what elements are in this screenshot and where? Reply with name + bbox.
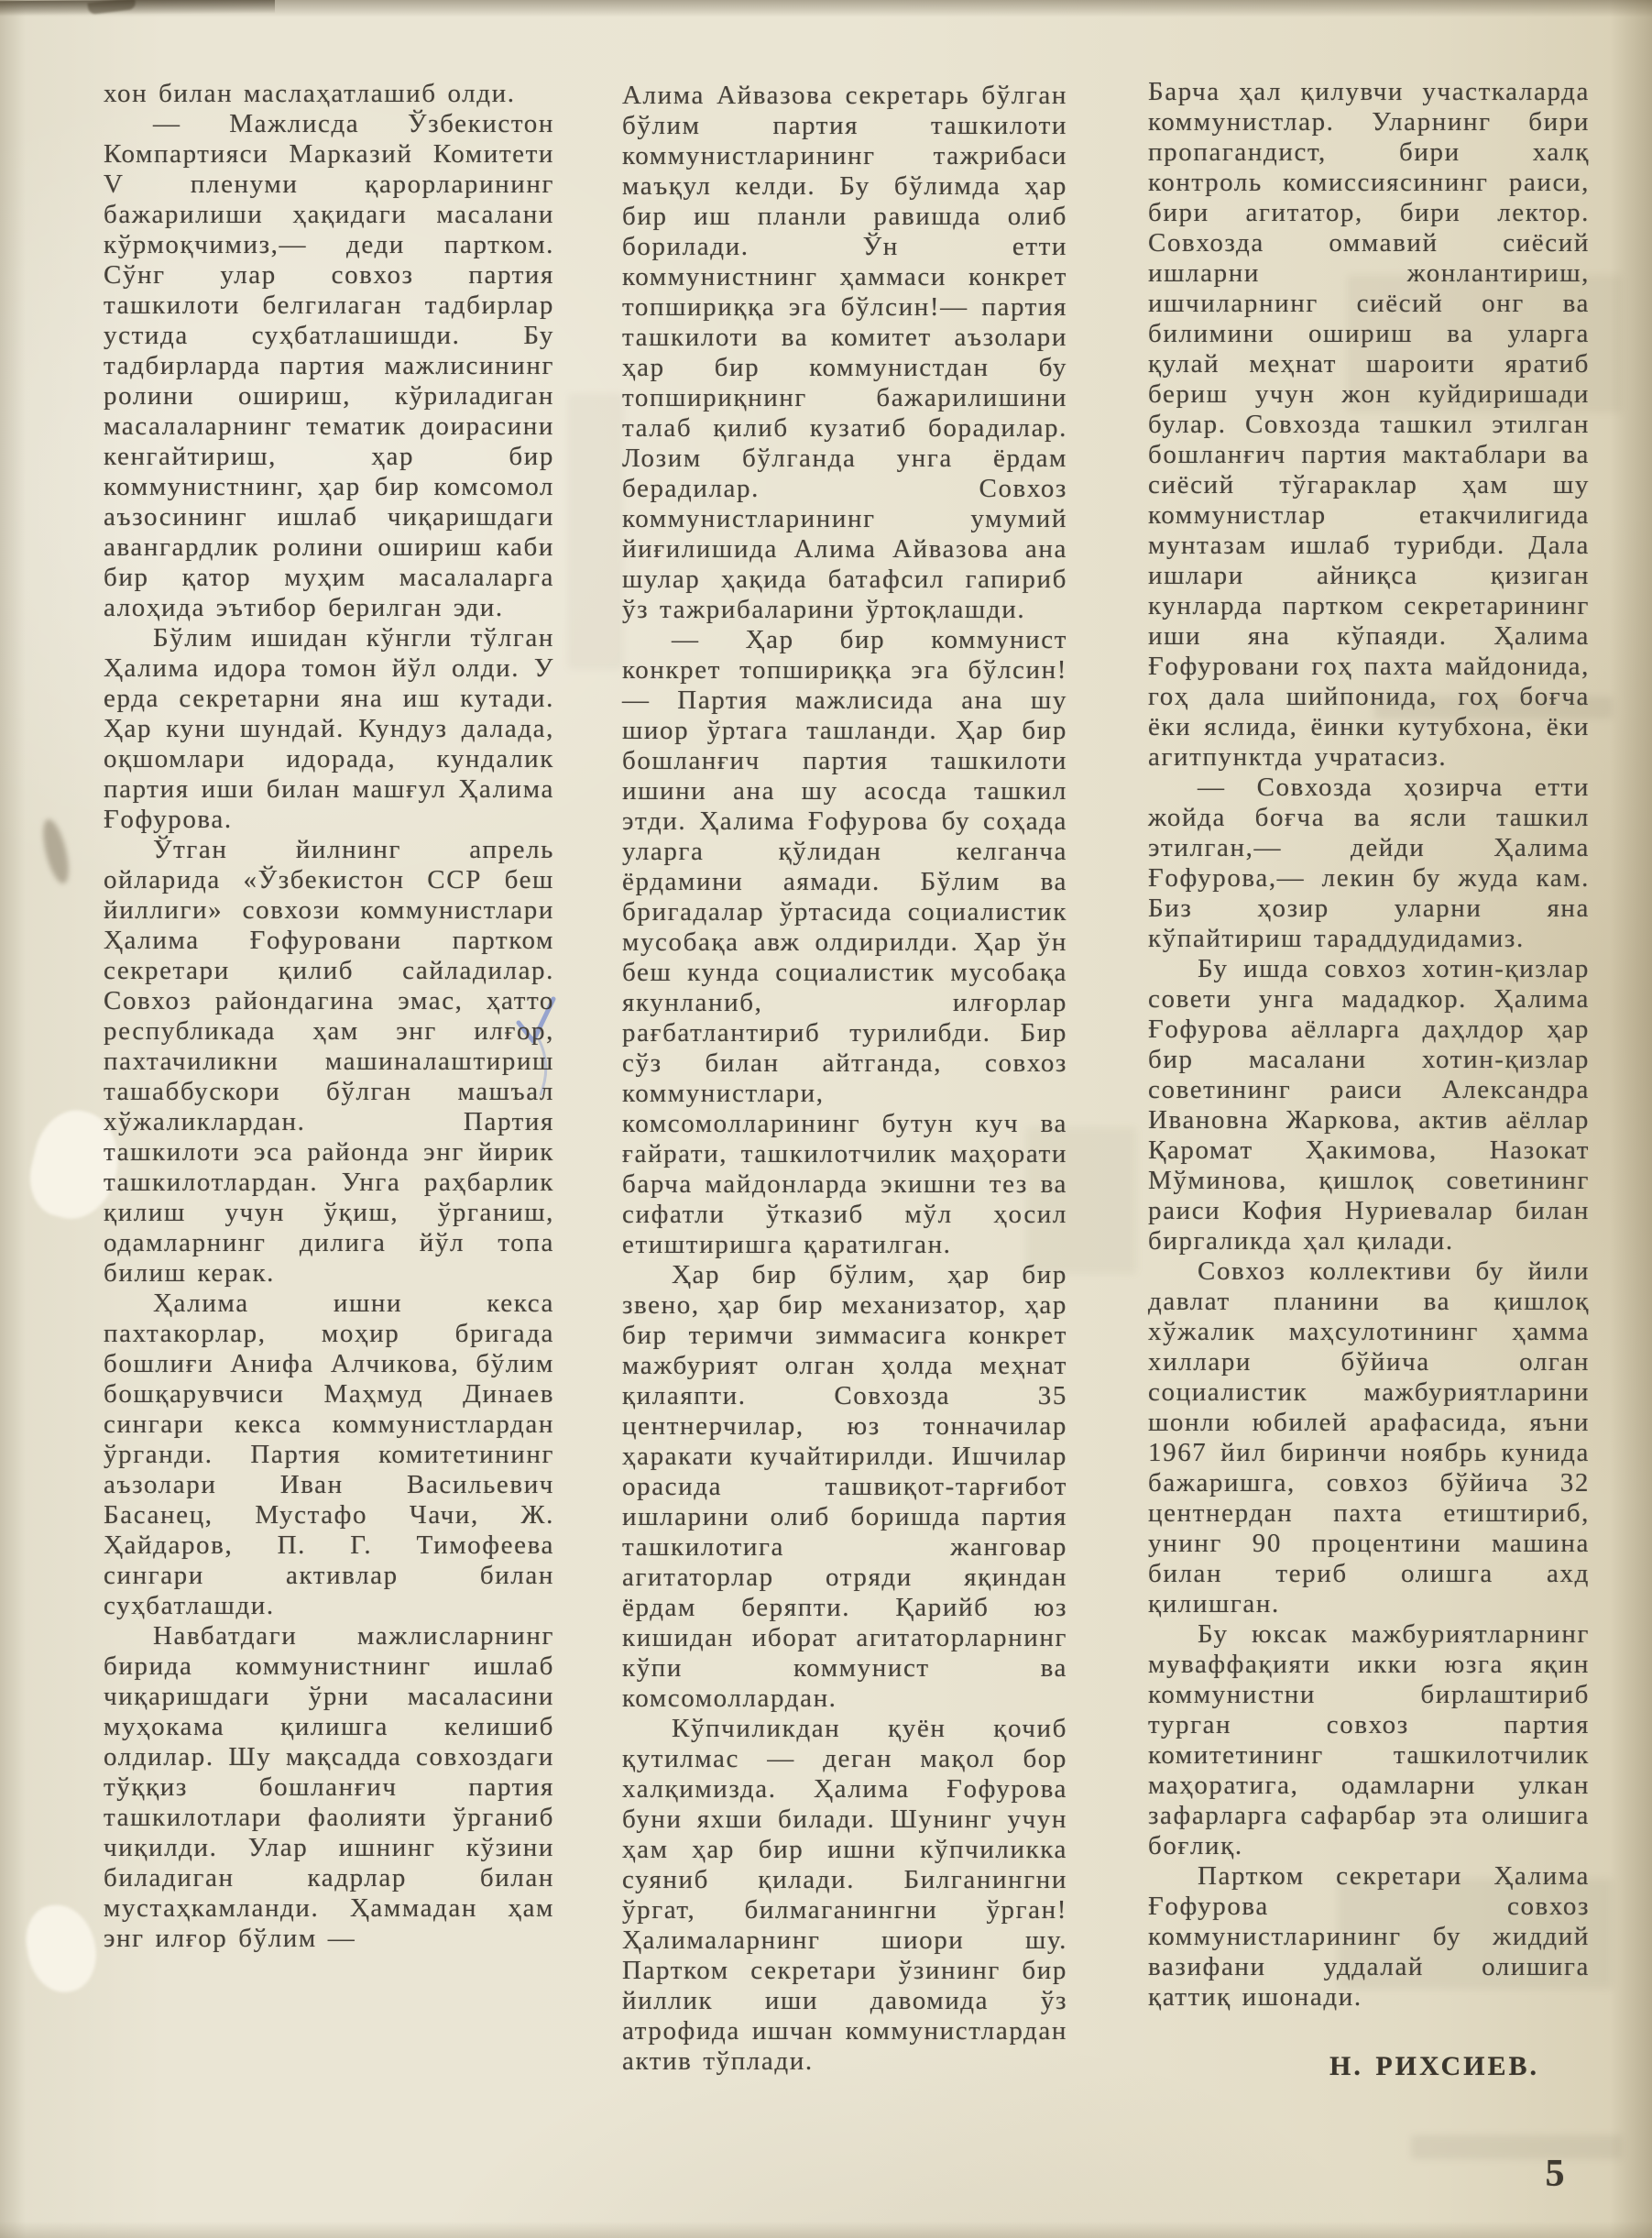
- paper-tear-spot: [21, 1900, 102, 1997]
- paragraph: Кўпчиликдан қуён қочиб қутилмас — деган мақол бор халқимизда. Ҳалима Ғофурова буни яхши билади. Шунинг учун ҳам ҳар бир ишни кўпчиликка суяниб қилади. Билганингни ўргат, билмаганингни ўрган! Ҳалималарнинг шиори шу. Партком секретари ўзининг бир йиллик иши давомида ўз атрофида ишчан коммунистлардан актив тўплади.: [622, 1714, 1067, 2076]
- paragraph: Партком секретари Ҳалима Ғофурова совхоз коммунистларининг бу жиддий вазифани уддалай олишига қаттиқ ишонади.: [1148, 1861, 1590, 2012]
- paragraph: хон билан маслаҳатлашиб олди.: [104, 79, 516, 108]
- paragraph: Ҳалима ишни кекса пахтакорлар, моҳир бригада бошлиғи Анифа Алчикова, бўлим бошқарувчиси Маҳмуд Динаев сингари кекса коммунистлардан ўрганди. Партия комитетининг аъзолари Иван Васильевич Басанец, Мустафо Чачи, Ж. Ҳайдаров, П. Г. Тимофеева сингари активлар билан суҳбатлашди.: [104, 1289, 554, 1620]
- paper-crease-mark: [38, 817, 74, 885]
- paragraph: Навбатдаги мажлисларнинг бирида коммунистнинг ишлаб чиқаришдаги ўрни масаласини муҳокама қилишга келишиб олдилар. Шу мақсадда совхоздаги тўққиз бошланғич партия ташкилотлари фаолияти ўрганиб чиқилди. Улар ишнинг кўзини биладиган кадрлар билан мустаҳкамланди. Ҳаммадан ҳам энг илғор бўлим —: [104, 1621, 554, 1953]
- scan-edge-shadow-left: [0, 0, 26, 2238]
- paragraph: Алима Айвазова секретарь бўлган бўлим партия ташкилоти коммунистларининг тажрибаси маъқул келди. Бу бўлимда ҳар бир иш планли равишда олиб борилади. Ўн етти коммунистнинг ҳаммаси конкрет топшириққа эга бўлсин!— партия ташкилоти ва комитет аъзолари ҳар бир коммунистдан бу топшириқнинг бажарилишини талаб қилиб кузатиб борадилар. Лозим бўлганда унга ёрдам берадилар. Совхоз коммунистларининг умумий йиғилишида Алима Айвазова ана шулар ҳақида батафсил гапириб ўз тажрибаларини ўртоқлашди.: [622, 81, 1067, 624]
- paragraph: Ҳар бир бўлим, ҳар бир звено, ҳар бир механизатор, ҳар бир теримчи зиммасига конкрет мажбурият олган ҳолда меҳнат қилаяпти. Совхозда 35 центнерчилар, юз тонначилар ҳаракати кучайтирилди. Ишчилар орасида ташвиқот-тарғибот ишларини олиб боришда партия ташкилотига жанговар агитаторлар отряди яқиндан ёрдам беряпти. Қарийб юз кишидан иборат агитаторларнинг кўпи коммунист ва комсомоллардан.: [622, 1260, 1067, 1713]
- paragraph: — Мажлисда Ўзбекистон Компартияси Марказий Комитети V пленуми қарорларининг бажарилиши ҳақидаги масалани кўрмоқчимиз,— деди партком. Сўнг улар совхоз партия ташкилоти белгилаган тадбирлар устида суҳбатлашишди. Бу тадбирларда партия мажлисининг ролини ошириш, кўриладиган масалаларнинг тематик доирасини кенгайтириш, ҳар бир коммунистнинг, ҳар бир комсомол аъзосининг ишлаб чиқаришдаги авангардлик ролини ошириш каби бир қатор муҳим масалаларга алоҳида эътибор берилган эди.: [104, 109, 554, 622]
- page-number: 5: [1545, 2153, 1565, 2195]
- paragraph: — Совхозда ҳозирча етти жойда боғча ва ясли ташкил этилган,— дейди Ҳалима Ғофурова,— лекин бу жуда кам. Биз ҳозир уларни яна кўпайтириш тараддудидамиз.: [1148, 773, 1590, 953]
- scan-corner-shadow: [0, 0, 275, 16]
- paragraph: Совхоз коллективи бу йили давлат планини ва қишлоқ хўжалик маҳсулотининг ҳамма хиллари бўйича олган социалистик мажбуриятларини шонли юбилей арафасида, яъни 1967 йил биринчи ноябрь кунида бажаришга, совхоз бўйича 32 центнердан пахта етиштириб, унинг 90 процентини машина билан териб олишга ахд қилишган.: [1148, 1256, 1590, 1618]
- paragraph: Барча ҳал қилувчи участкаларда коммунистлар. Уларнинг бири пропагандист, бири халқ контроль комиссиясининг раиси, бири агитатор, бири лектор. Совхозда оммавий сиёсий ишларни жонлантириш, ишчиларнинг сиёсий онг ва билимини ошириш ва уларга қулай меҳнат шароити яратиб бериш учун жон куйдиришади булар. Совхозда ташкил этилган бошланғич партия мактаблари ва сиёсий тўгараклар ҳам шу коммунистлар етакчилигида мунтазам ишлаб турибди. Дала ишлари айниқса қизиган кунларда партком секретарининг иши яна кўпаяди. Ҳалима Ғофуровани гоҳ пахта майдонида, гоҳ дала шийпонида, гоҳ боғча ёки яслида, ёинки кутубхона, ёки агитпунктда учратасиз.: [1148, 77, 1590, 772]
- article-text-column-1: [104, 79, 554, 1954]
- bleed-through-mark: [568, 394, 623, 669]
- paragraph: — Ҳар бир коммунист конкрет топшириққа эга бўлсин!— Партия мажлисида ана шу шиор ўртага ташланди. Ҳар бир бошланғич партия ташкилоти ишини ана шу асосда ташкил этди. Ҳалима Ғофурова бу соҳада уларга қўлидан келганча ёрдамини аямади. Бўлим ва бригадалар ўртасида социалистик мусобақа авж олдирилди. Ҳар ўн беш кунда социалистик мусобақа якунланиб, илғорлар рағбатлантириб турилибди. Бир сўз билан айтганда, совхоз коммунистлари, комсомолларининг бутун куч ва ғайрати, ташкилотчилик маҳорати барча майдонларда экишни тез ва сифатли ўтказиб мўл ҳосил етиштиришга қаратилган.: [622, 625, 1067, 1259]
- paragraph: Бўлим ишидан кўнгли тўлган Ҳалима идора томон йўл олди. У ерда секретарни яна иш кутади. Ҳар куни шундай. Кундуз далада, оқшомлари идорада, кундалик партия иши билан машғул Ҳалима Ғофурова.: [104, 623, 554, 834]
- article-text-column-2: [622, 81, 1067, 2077]
- paragraph: Бу юксак мажбуриятларнинг муваффақияти икки юзга яқин коммунистни бирлаштириб турган совхоз партия комитетининг ташкилотчилик маҳоратига, одамларни улкан зафарларга сафарбар эта олишига боғлиқ.: [1148, 1619, 1590, 1860]
- paragraph: Бу ишда совхоз хотин-қизлар совети унга мададкор. Ҳалима Ғофурова аёлларга даҳлдор ҳар бир масалани хотин-қизлар советининг раиси Александра Ивановна Жаркова, актив аёллар Қаромат Ҳакимова, Назокат Мўминова, қишлоқ советининг раиси Кофия Нуриевалар билан биргаликда ҳал қилади.: [1148, 954, 1590, 1256]
- article-text-column-3: [1148, 77, 1590, 2081]
- paragraph: Ўтган йилнинг апрель ойларида «Ўзбекистон ССР беш йиллиги» совхози коммунистлари Ҳалима Ғофуровани партком секретари қилиб сайладилар. Совхоз райондагина эмас, ҳатто республикада ҳам энг илғор, пахтачиликни машиналаштириш ташаббускори бўлган машъал хўжаликлардан. Партия ташкилоти эса районда энг йирик ташкилотлардан. Унга раҳбарлик қилиш учун ўқиш, ўрганиш, одамларнинг дилига йўл топа билиш керак.: [104, 835, 554, 1288]
- author-byline: Н. РИХСИЕВ.: [1329, 2051, 1540, 2081]
- bleed-through-mark: [1411, 2135, 1622, 2159]
- scan-edge-shadow-bottom: [0, 2222, 1652, 2238]
